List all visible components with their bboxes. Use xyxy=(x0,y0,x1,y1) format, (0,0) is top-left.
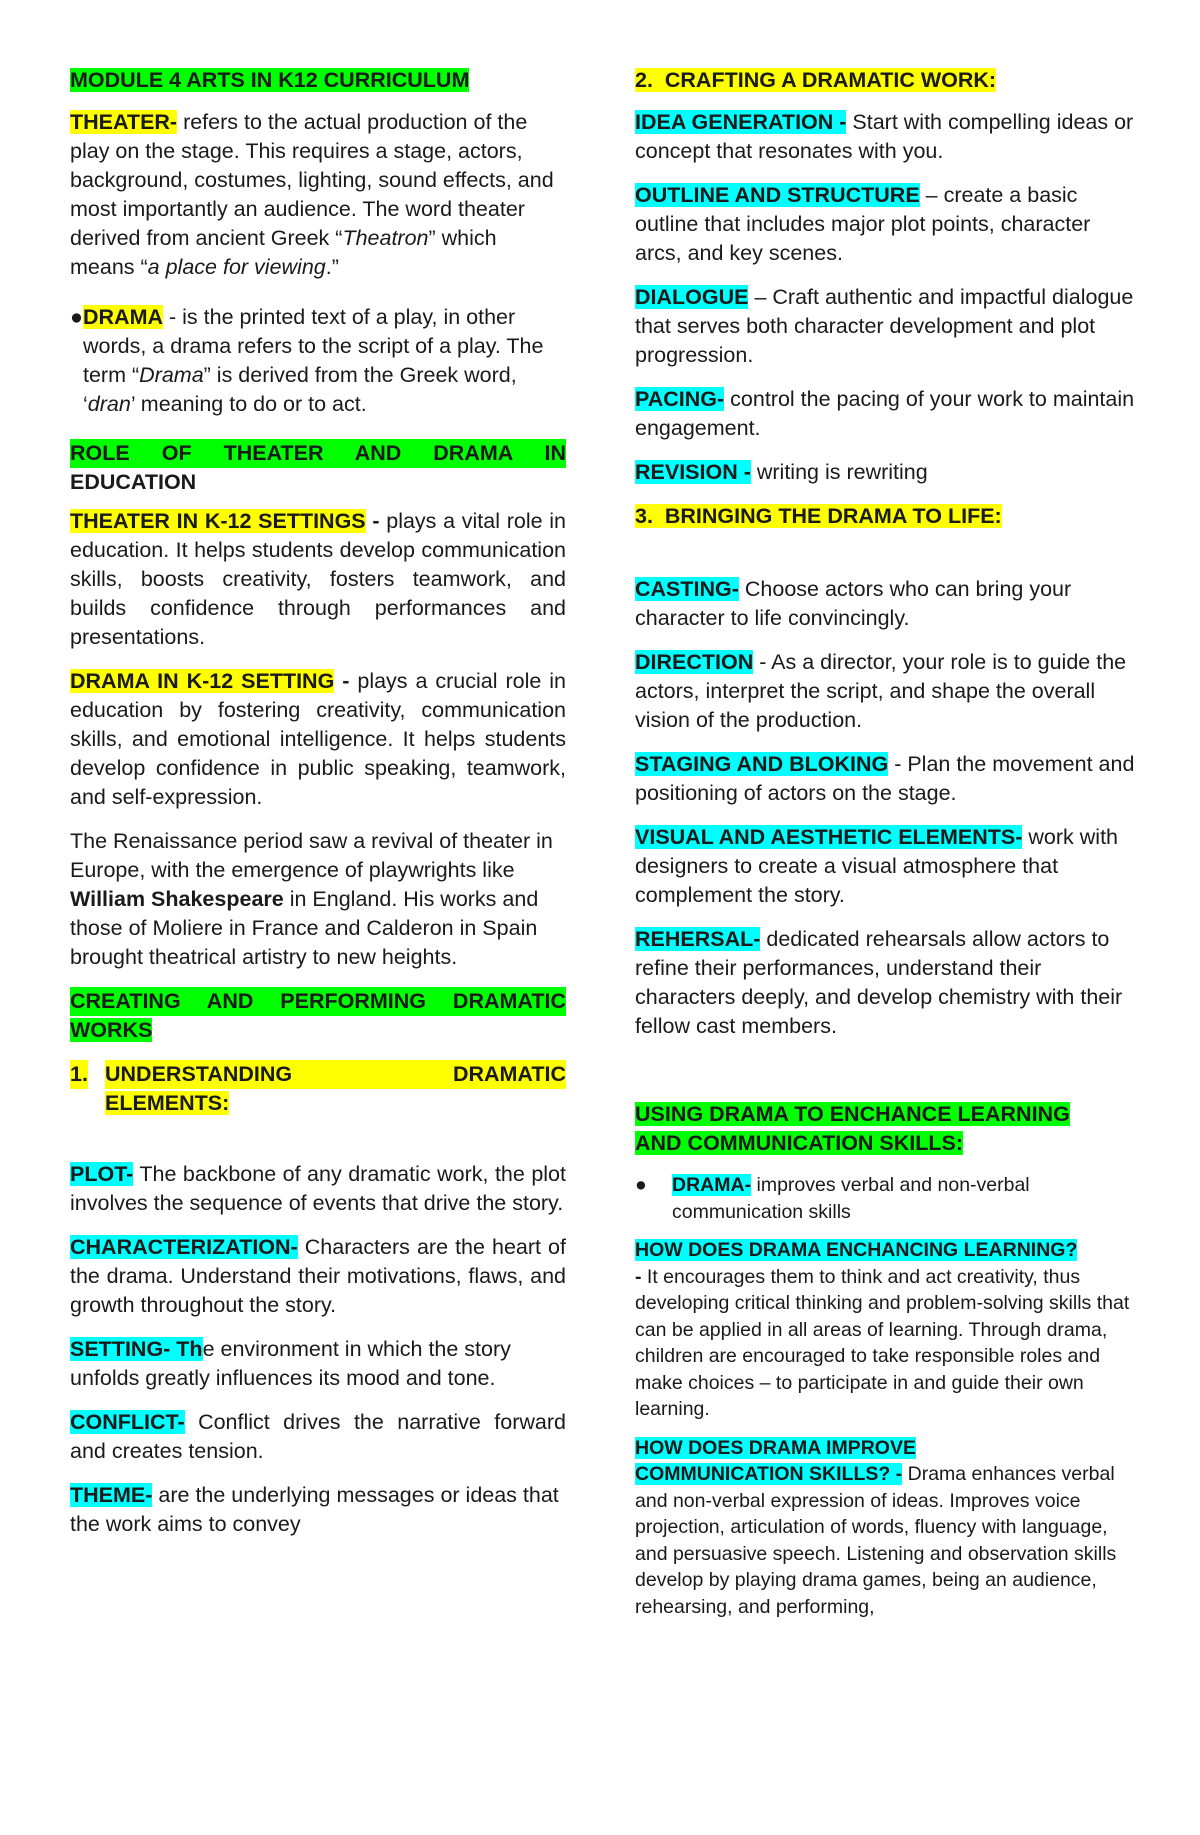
revision-item: REVISION - writing is rewriting xyxy=(635,460,928,484)
theater-definition: THEATER- refers to the actual production of the play on the stage. This requires a stage, actors, background, costumes, lighting, sound effects, and most importantly an audience. The word theater derived from ancient Greek “Theatron” which means “a place for viewing.” xyxy=(70,110,554,279)
direction-item: DIRECTION - As a director, your role is to guide the actors, interpret the script, and shape the overall vision of the production. xyxy=(635,650,1127,732)
pacing-item: PACING- control the pacing of your work to maintain engagement. xyxy=(635,387,1135,440)
casting-item: CASTING- Choose actors who can bring your character to life convincingly. xyxy=(635,577,1072,630)
drama-k12: DRAMA IN K-12 SETTING - plays a crucial role in education by fostering creativity, communication skills, and emotional intelligence. It helps students develop confidence in public speaking, teamwork, and self-expression. xyxy=(70,669,566,809)
drama-communication-bullet: ● DRAMA- improves verbal and non-verbal communication skills xyxy=(635,1174,1030,1223)
drama-term: DRAMA xyxy=(83,305,164,329)
bullet-icon: ● xyxy=(635,1174,647,1196)
crafting-heading: 2. CRAFTING A DRAMATIC WORK: xyxy=(635,68,997,92)
conflict-item: CONFLICT- Conflict drives the narrative forward and creates tension. xyxy=(70,1410,566,1463)
role-heading: ROLE OF THEATER AND DRAMA IN xyxy=(70,439,566,468)
using-drama-heading: USING DRAMA TO ENCHANCE LEARNING xyxy=(635,1102,1070,1126)
idea-generation-item: IDEA GENERATION - Start with compelling ideas or concept that resonates with you. xyxy=(635,110,1134,163)
using-drama-heading-line2: AND COMMUNICATION SKILLS: xyxy=(635,1131,964,1155)
how-communication-heading: HOW DOES DRAMA IMPROVE xyxy=(635,1436,916,1459)
plot-item: PLOT- The backbone of any dramatic work, the plot involves the sequence of events that drive the story. xyxy=(70,1162,566,1215)
bullet-icon: ● xyxy=(70,305,83,329)
dialogue-item: DIALOGUE – Craft authentic and impactful dialogue that serves both character development and plot progression. xyxy=(635,285,1134,367)
outline-item: OUTLINE AND STRUCTURE – create a basic outline that includes major plot points, character arcs, and key scenes. xyxy=(635,183,1091,265)
bringing-heading: 3. BRINGING THE DRAMA TO LIFE: xyxy=(635,504,1002,528)
right-column xyxy=(635,66,1135,1635)
how-learning-section: HOW DOES DRAMA ENCHANCING LEARNING? - It encourages them to think and act creativity, thus developing critical thinking and problem-solving skills that can be applied in all areas of learning. Through drama, children are encouraged to take responsible roles and make choices – to participate in and guide their own learning. xyxy=(635,1239,1130,1420)
left-column xyxy=(70,66,566,1554)
drama-definition: ● DRAMA - is the printed text of a play, in other words, a drama refers to the script of a play. The term “Drama” is derived from the Greek word, ‘dran’ meaning to do or to act. xyxy=(70,305,544,416)
theater-term: THEATER- xyxy=(70,110,178,134)
how-learning-heading: HOW DOES DRAMA ENCHANCING LEARNING? xyxy=(635,1239,1078,1261)
creating-heading: CREATING AND PERFORMING DRAMATIC xyxy=(70,987,566,1016)
rehearsal-item: REHERSAL- dedicated rehearsals allow actors to refine their performances, understand their characters deeply, and develop chemistry with their fellow cast members. xyxy=(635,927,1123,1038)
characterization-item: CHARACTERIZATION- Characters are the heart of the drama. Understand their motivations, flaws, and growth throughout the story. xyxy=(70,1235,566,1317)
understanding-heading: 1. UNDERSTANDING DRAMATIC ELEMENTS: xyxy=(70,1062,566,1115)
theater-k12: THEATER IN K-12 SETTINGS - plays a vital role in education. It helps students develop communication skills, boosts creativity, fosters teamwork, and builds confidence through performances and presentations. xyxy=(70,509,567,649)
module-title: MODULE 4 ARTS IN K12 CURRICULUM xyxy=(70,68,470,92)
staging-item: STAGING AND BLOKING - Plan the movement and positioning of actors on the stage. xyxy=(635,752,1135,805)
renaissance-paragraph: The Renaissance period saw a revival of theater in Europe, with the emergence of playwrights like William Shakespeare in England. His works and those of Moliere in France and Calderon in Spain brought theatrical artistry to new heights. xyxy=(70,829,553,969)
theme-item: THEME- are the underlying messages or ideas that the work aims to convey xyxy=(70,1483,559,1536)
visual-item: VISUAL AND AESTHETIC ELEMENTS- work with designers to create a visual atmosphere that complement the story. xyxy=(635,825,1118,907)
how-communication-section: HOW DOES DRAMA IMPROVE COMMUNICATION SKILLS? - Drama enhances verbal and non-verbal expression of ideas. Improves voice projection, articulation of words, fluency with language, and persuasive speech. Listening and observation skills develop by playing drama games, being an audience, rehearsing, and performing, xyxy=(635,1436,1117,1618)
creating-heading-line2: WORKS xyxy=(70,1018,153,1042)
role-heading-line2: EDUCATION xyxy=(70,470,197,494)
setting-item: SETTING- The environment in which the story unfolds greatly influences its mood and tone. xyxy=(70,1337,511,1390)
